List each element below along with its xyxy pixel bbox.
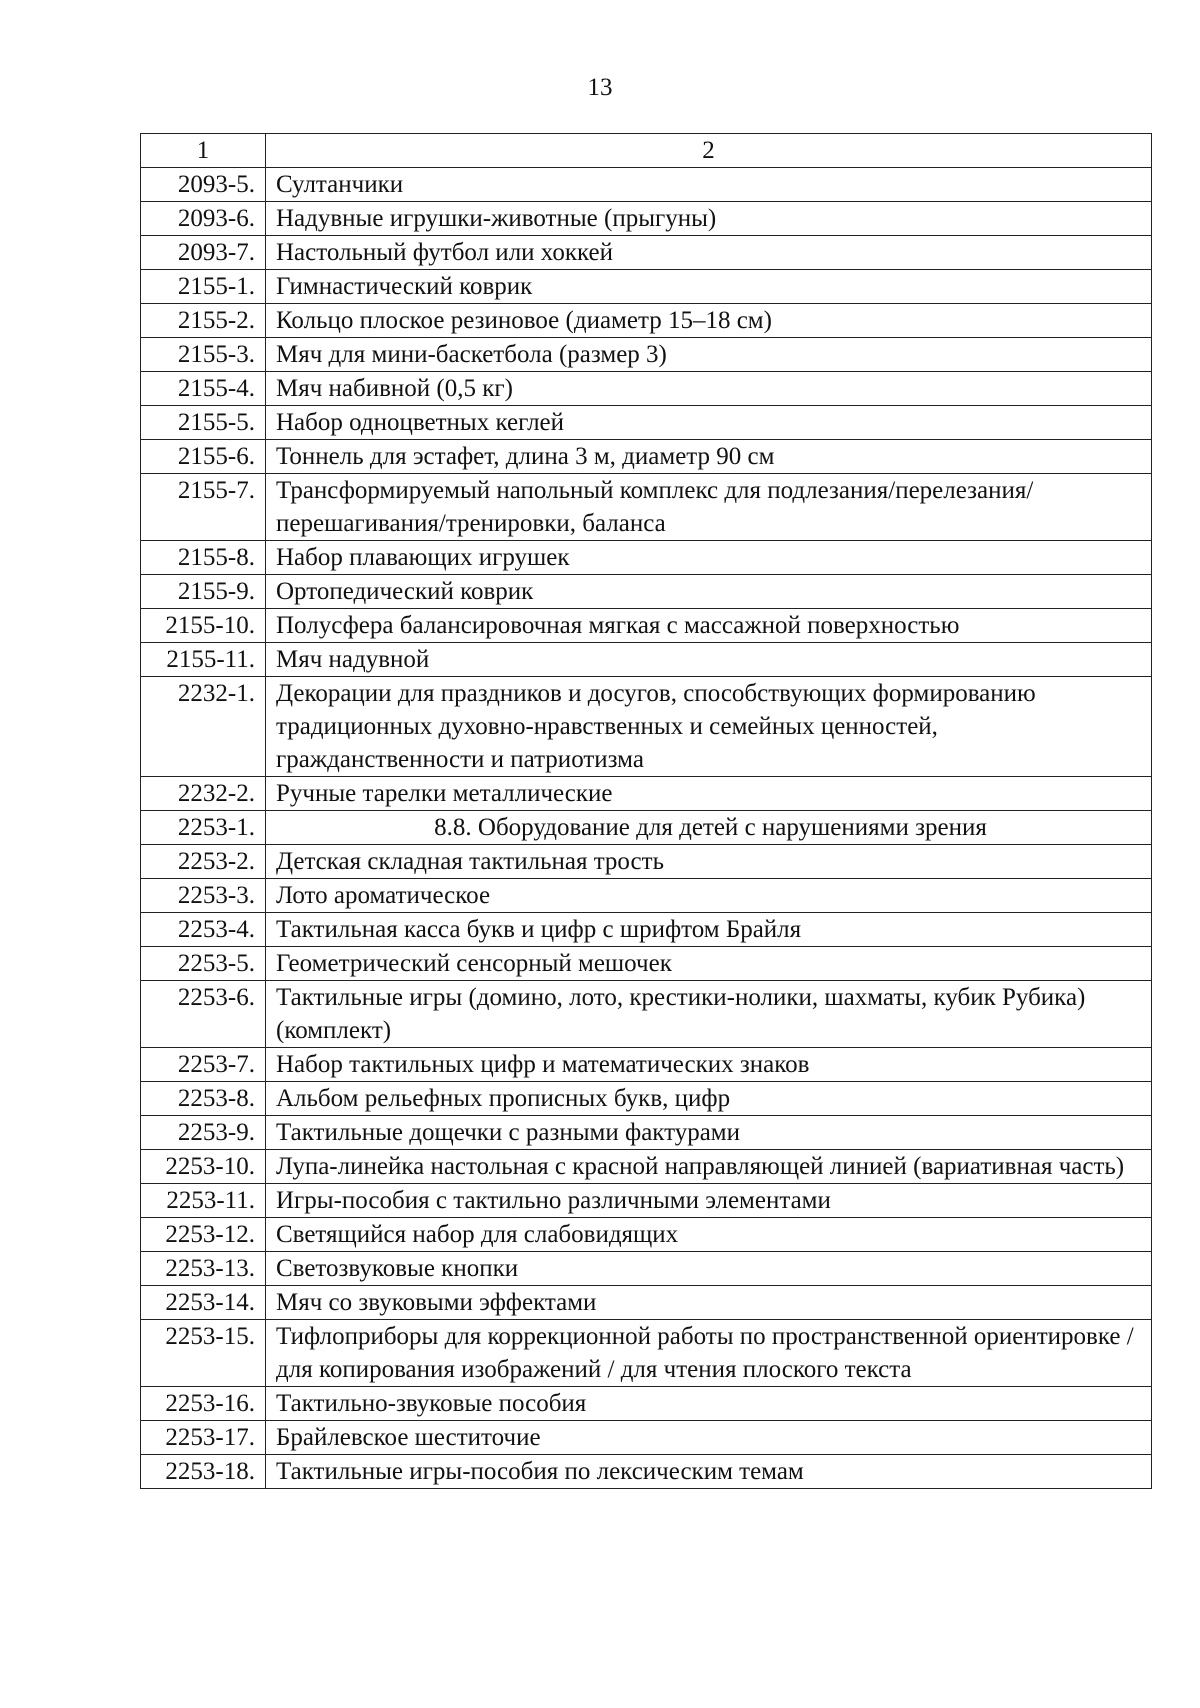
row-code: 2093-6. (141, 202, 266, 236)
table-row (141, 913, 1152, 947)
table-row (141, 1421, 1152, 1455)
table-row (141, 643, 1152, 677)
table-row (141, 1252, 1152, 1286)
row-code: 2155-7. (141, 474, 266, 541)
table-row (141, 1455, 1152, 1489)
row-text: Полусфера балансировочная мягкая с массажной поверхностью (266, 609, 1152, 643)
row-text: Светозвуковые кнопки (266, 1252, 1152, 1286)
row-text: Тактильные игры-пособия по лексическим темам (266, 1455, 1152, 1489)
row-code: 2232-2. (141, 777, 266, 811)
table-row (141, 1218, 1152, 1252)
table-row (141, 372, 1152, 406)
table-row (141, 879, 1152, 913)
table-row (141, 609, 1152, 643)
row-code: 2155-4. (141, 372, 266, 406)
table-row (141, 1286, 1152, 1320)
row-code: 2253-1. (141, 811, 266, 845)
row-code: 2232-1. (141, 677, 266, 777)
row-code: 2155-10. (141, 609, 266, 643)
row-text: Тоннель для эстафет, длина 3 м, диаметр 90 см (266, 440, 1152, 474)
row-text: Лото ароматическое (266, 879, 1152, 913)
row-code: 2253-10. (141, 1150, 266, 1184)
table-row (141, 406, 1152, 440)
table-row (141, 575, 1152, 609)
table-row (141, 1116, 1152, 1150)
row-code: 2253-16. (141, 1387, 266, 1421)
row-text: Султанчики (266, 168, 1152, 202)
row-code: 2253-12. (141, 1218, 266, 1252)
row-text: Тактильная касса букв и цифр с шрифтом Брайля (266, 913, 1152, 947)
row-code: 2155-11. (141, 643, 266, 677)
table-row (141, 1150, 1152, 1184)
row-code: 2253-4. (141, 913, 266, 947)
row-text: Тифлоприборы для коррекционной работы по пространственной ориентировке / для копирования изображений / для чтения плоского текста (266, 1320, 1152, 1387)
row-code: 2253-6. (141, 981, 266, 1048)
row-text: Игры-пособия с тактильно различными элементами (266, 1184, 1152, 1218)
row-text: Брайлевское шеститочие (266, 1421, 1152, 1455)
row-code: 2155-3. (141, 338, 266, 372)
row-code: 2253-8. (141, 1082, 266, 1116)
row-text: Настольный футбол или хоккей (266, 236, 1152, 270)
table-row (141, 304, 1152, 338)
table-row (141, 474, 1152, 541)
row-code: 2253-13. (141, 1252, 266, 1286)
section-heading: 8.8. Оборудование для детей с нарушениями зрения (266, 811, 1152, 845)
row-code: 2093-5. (141, 168, 266, 202)
row-code: 2253-11. (141, 1184, 266, 1218)
table-row (141, 338, 1152, 372)
row-text: Гимнастический коврик (266, 270, 1152, 304)
table-row (141, 440, 1152, 474)
table-row (141, 1048, 1152, 1082)
row-text: Набор одноцветных кеглей (266, 406, 1152, 440)
row-code: 2253-7. (141, 1048, 266, 1082)
table-row (141, 168, 1152, 202)
row-text: Тактильно-звуковые пособия (266, 1387, 1152, 1421)
row-text: Детская складная тактильная трость (266, 845, 1152, 879)
table-row (141, 677, 1152, 777)
row-text: Ручные тарелки металлические (266, 777, 1152, 811)
row-text: Тактильные игры (домино, лото, крестики-нолики, шахматы, кубик Рубика) (комплект) (266, 981, 1152, 1048)
row-text: Декорации для праздников и досугов, способствующих формированию традиционных духовно-нравственных и семейных ценностей, гражданственности и патриотизма (266, 677, 1152, 777)
row-code: 2155-2. (141, 304, 266, 338)
table-row (141, 811, 1152, 845)
row-code: 2253-9. (141, 1116, 266, 1150)
row-code: 2253-17. (141, 1421, 266, 1455)
row-text: Набор тактильных цифр и математических знаков (266, 1048, 1152, 1082)
row-code: 2253-15. (141, 1320, 266, 1387)
row-text: Кольцо плоское резиновое (диаметр 15–18 см) (266, 304, 1152, 338)
row-text: Мяч надувной (266, 643, 1152, 677)
row-code: 2155-1. (141, 270, 266, 304)
row-text: Альбом рельефных прописных букв, цифр (266, 1082, 1152, 1116)
row-code: 2155-5. (141, 406, 266, 440)
row-code: 2155-8. (141, 541, 266, 575)
row-text: Тактильные дощечки с разными фактурами (266, 1116, 1152, 1150)
row-code: 2155-9. (141, 575, 266, 609)
column-header-2: 2 (266, 134, 1152, 168)
column-header-1: 1 (141, 134, 266, 168)
row-code: 2253-2. (141, 845, 266, 879)
table-row (141, 981, 1152, 1048)
row-code: 2253-3. (141, 879, 266, 913)
row-code: 2093-7. (141, 236, 266, 270)
table-row (141, 270, 1152, 304)
equipment-table (140, 133, 1152, 1489)
row-text: Мяч набивной (0,5 кг) (266, 372, 1152, 406)
row-text: Лупа-линейка настольная с красной направляющей линией (вариативная часть) (266, 1150, 1152, 1184)
table-row (141, 777, 1152, 811)
row-code: 2155-6. (141, 440, 266, 474)
table-header-row (141, 134, 1152, 168)
table-row (141, 541, 1152, 575)
row-text: Мяч со звуковыми эффектами (266, 1286, 1152, 1320)
row-text: Набор плавающих игрушек (266, 541, 1152, 575)
row-text: Мяч для мини-баскетбола (размер 3) (266, 338, 1152, 372)
row-code: 2253-14. (141, 1286, 266, 1320)
table-row (141, 1387, 1152, 1421)
table-row (141, 1082, 1152, 1116)
row-code: 2253-18. (141, 1455, 266, 1489)
row-code: 2253-5. (141, 947, 266, 981)
table-row (141, 1184, 1152, 1218)
row-text: Геометрический сенсорный мешочек (266, 947, 1152, 981)
table-row (141, 947, 1152, 981)
table-row (141, 845, 1152, 879)
table-row (141, 1320, 1152, 1387)
row-text: Трансформируемый напольный комплекс для подлезания/перелезания/перешагивания/тренировки, баланса (266, 474, 1152, 541)
row-text: Надувные игрушки-животные (прыгуны) (266, 202, 1152, 236)
table-row (141, 236, 1152, 270)
row-text: Светящийся набор для слабовидящих (266, 1218, 1152, 1252)
page-number: 13 (587, 74, 613, 101)
table-row (141, 202, 1152, 236)
row-text: Ортопедический коврик (266, 575, 1152, 609)
